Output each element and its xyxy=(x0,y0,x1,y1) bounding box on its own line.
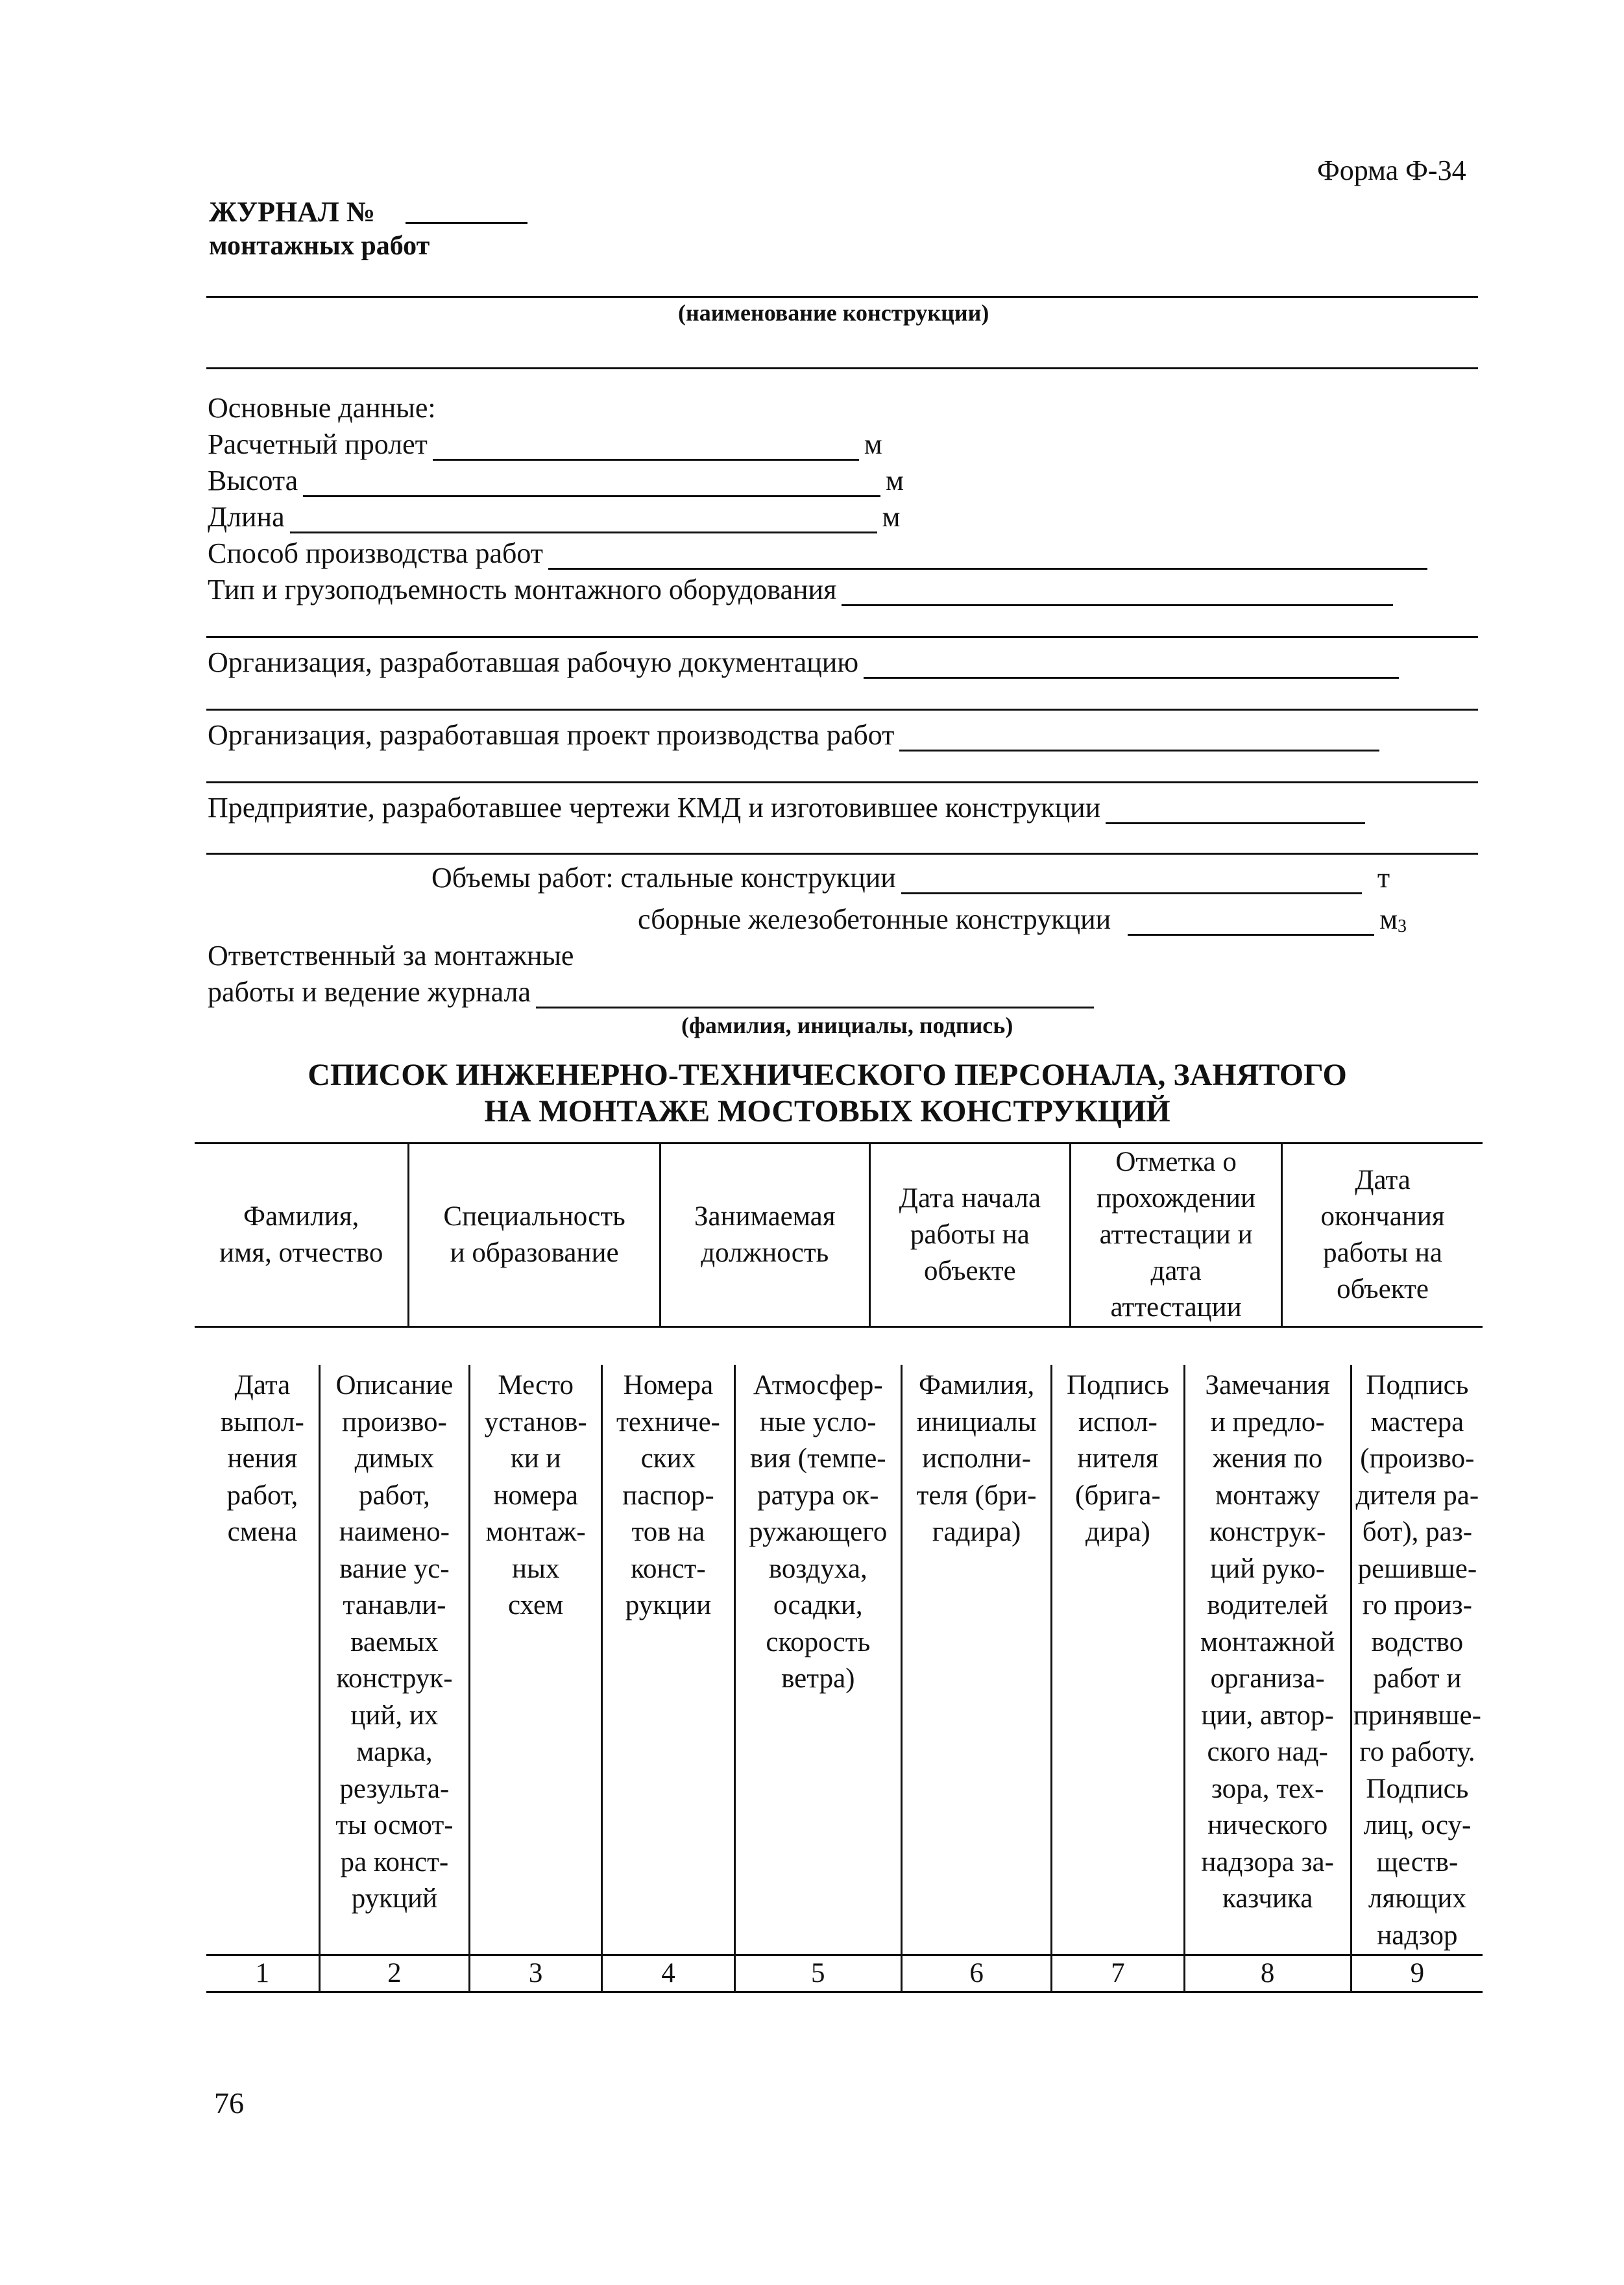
works-header-line: Подпись xyxy=(1366,1773,1469,1804)
works-header-line: ского над- xyxy=(1207,1737,1328,1767)
personnel-header-line: дата xyxy=(1150,1256,1202,1286)
section-title-line1: СПИСОК ИНЖЕНЕРНО-ТЕХНИЧЕСКОГО ПЕРСОНАЛА, ЗАНЯТОГО xyxy=(308,1058,1347,1092)
works-header-line: рукции xyxy=(625,1590,712,1620)
works-header-line: нителя xyxy=(1077,1443,1159,1474)
works-header-line: Дата xyxy=(234,1370,291,1400)
works-header-line: ских xyxy=(640,1443,696,1474)
works-header-line: монтаж- xyxy=(485,1517,586,1547)
height-field xyxy=(303,469,880,497)
works-header-line: ки и xyxy=(510,1443,561,1474)
span-field xyxy=(433,433,859,461)
method-field xyxy=(548,542,1427,570)
works-header-line: теля (бри- xyxy=(916,1480,1037,1511)
personnel-header-cell xyxy=(1282,1143,1483,1327)
personnel-header-line: имя, отчество xyxy=(219,1238,383,1268)
org-project-field xyxy=(899,724,1379,751)
works-header-line: марка, xyxy=(356,1737,433,1767)
works-header-line: принявше- xyxy=(1353,1700,1481,1731)
works-header-line: тов на xyxy=(631,1517,705,1547)
works-header-line: ции, автор- xyxy=(1201,1700,1334,1731)
works-header-line: результа- xyxy=(339,1773,450,1804)
works-column-number: 9 xyxy=(1351,1955,1483,1992)
works-column-number: 5 xyxy=(734,1955,901,1992)
works-header-line: ра конст- xyxy=(340,1846,449,1877)
works-header-line: надзора за- xyxy=(1201,1846,1334,1877)
works-header-line: ляющих xyxy=(1368,1883,1466,1914)
works-header-line: Атмосфер- xyxy=(753,1370,883,1400)
works-header-line: го произ- xyxy=(1362,1590,1472,1620)
length-row xyxy=(208,501,900,533)
journal-title: ЖУРНАЛ № xyxy=(209,196,376,228)
personnel-header-cell xyxy=(869,1143,1070,1327)
works-header-line: наимено- xyxy=(339,1517,450,1547)
works-header-line: ратура ок- xyxy=(757,1480,879,1511)
works-header-line: гадира) xyxy=(932,1517,1021,1547)
works-header-line: Подпись xyxy=(1066,1370,1169,1400)
works-header-line: го работу. xyxy=(1359,1737,1475,1767)
works-column-number: 8 xyxy=(1184,1955,1351,1992)
works-header-line: ветра) xyxy=(781,1663,855,1694)
section-title-line2: НА МОНТАЖЕ МОСТОВЫХ КОНСТРУКЦИЙ xyxy=(484,1094,1170,1129)
works-column-number: 3 xyxy=(470,1955,602,1992)
personnel-header-line: работы на xyxy=(1323,1238,1443,1268)
personnel-header-line: прохождении xyxy=(1097,1183,1256,1214)
personnel-header-line: Дата xyxy=(1355,1165,1411,1195)
responsible-line1: Ответственный за монтажные xyxy=(208,940,574,971)
responsible-caption: (фамилия, инициалы, подпись) xyxy=(681,1012,1013,1038)
works-header-cell xyxy=(1351,1365,1483,1955)
personnel-header-line: Занимаемая xyxy=(694,1201,836,1232)
form-label: Форма Ф-34 xyxy=(1317,154,1466,186)
works-header-line: паспор- xyxy=(622,1480,714,1511)
works-header-line: конструк- xyxy=(1209,1517,1326,1547)
works-header-line: и предло- xyxy=(1210,1406,1325,1437)
org-docs-field xyxy=(864,651,1399,679)
works-column-number: 2 xyxy=(319,1955,469,1992)
works-header-line: Описание xyxy=(335,1370,454,1400)
works-header-line: организа- xyxy=(1210,1663,1325,1694)
works-header-line: номера xyxy=(493,1480,578,1511)
works-header-line: ваемых xyxy=(350,1626,439,1657)
concrete-unit: м xyxy=(1379,903,1398,935)
works-header-line: дира) xyxy=(1085,1517,1150,1547)
responsible-row xyxy=(208,976,1099,1008)
enterprise-row xyxy=(208,792,1370,824)
method-label: Способ производства работ xyxy=(208,537,544,569)
equipment-line-2 xyxy=(206,636,1478,638)
span-label: Расчетный пролет xyxy=(208,428,428,460)
works-header-line: (брига- xyxy=(1075,1480,1161,1511)
journal-number-line xyxy=(406,222,527,224)
works-header-line: решивше- xyxy=(1357,1553,1477,1584)
works-header-line: танавли- xyxy=(343,1590,446,1620)
personnel-header-cell xyxy=(1071,1143,1282,1327)
main-data-heading: Основные данные: xyxy=(208,392,436,424)
construction-name-line xyxy=(206,296,1478,298)
height-unit: м xyxy=(886,465,904,496)
org-docs-row xyxy=(208,646,1404,679)
works-header-line: конст- xyxy=(631,1553,706,1584)
works-header-line: Замечания xyxy=(1205,1370,1330,1400)
personnel-header-line: и образование xyxy=(450,1238,619,1268)
works-header-line: димых xyxy=(354,1443,435,1474)
works-header-cell xyxy=(206,1365,319,1955)
method-row xyxy=(208,537,1433,570)
works-header-line: ществ- xyxy=(1376,1846,1459,1877)
length-label: Длина xyxy=(208,501,285,533)
works-header-line: Фамилия, xyxy=(918,1370,1035,1400)
org-project-row xyxy=(208,719,1385,751)
works-header-line: рукций xyxy=(351,1883,438,1914)
works-header-line: (произво- xyxy=(1360,1443,1475,1474)
steel-unit: т xyxy=(1377,862,1390,894)
personnel-header-line: Отметка о xyxy=(1115,1147,1237,1177)
works-header-line: вия (темпе- xyxy=(749,1443,886,1474)
works-header-line: ты осмот- xyxy=(335,1810,454,1840)
works-header-line: испол- xyxy=(1078,1406,1157,1437)
works-table xyxy=(206,1365,1483,1993)
span-unit: м xyxy=(864,428,882,460)
height-label: Высота xyxy=(208,465,298,496)
works-header-line: ций руко- xyxy=(1210,1553,1326,1584)
works-header-line: мастера xyxy=(1370,1406,1464,1437)
enterprise-field xyxy=(1106,796,1365,824)
personnel-header-line: Дата начала xyxy=(899,1183,1041,1214)
concrete-field xyxy=(1128,908,1374,936)
org-project-label: Организация, разработавшая проект производства работ xyxy=(208,719,895,751)
works-header-line: надзор xyxy=(1377,1920,1458,1951)
org-project-line-2 xyxy=(206,781,1478,783)
works-header-line: инициалы xyxy=(916,1406,1037,1437)
construction-name-line-2 xyxy=(206,367,1478,369)
works-header-line: лиц, осу- xyxy=(1363,1810,1472,1840)
works-header-line: жения по xyxy=(1213,1443,1323,1474)
works-number-row xyxy=(206,1955,1483,1992)
works-header-line: зора, тех- xyxy=(1211,1773,1324,1804)
works-header-line: монтажной xyxy=(1200,1626,1335,1657)
works-header-line: Номера xyxy=(623,1370,714,1400)
personnel-header-cell xyxy=(660,1143,869,1327)
works-header-line: бот), раз- xyxy=(1362,1517,1473,1547)
works-header-cell xyxy=(602,1365,734,1955)
works-column-number: 4 xyxy=(602,1955,734,1992)
equipment-field xyxy=(842,578,1393,606)
equipment-row xyxy=(208,574,1398,606)
volumes-steel-row xyxy=(431,862,1390,894)
volumes-label: Объемы работ: стальные конструкции xyxy=(431,862,896,894)
works-header-line: осадки, xyxy=(773,1590,863,1620)
works-header-line: Подпись xyxy=(1366,1370,1469,1400)
works-header-cell xyxy=(319,1365,469,1955)
works-header-line: вание ус- xyxy=(339,1553,450,1584)
length-unit: м xyxy=(882,501,901,533)
works-header-line: схем xyxy=(508,1590,564,1620)
height-row xyxy=(208,465,904,497)
works-header-line: исполни- xyxy=(922,1443,1032,1474)
personnel-header-line: аттестации и xyxy=(1099,1219,1253,1250)
personnel-header-line: Специальность xyxy=(443,1201,625,1232)
span-row xyxy=(208,428,882,461)
works-header-cell xyxy=(1184,1365,1351,1955)
works-column-number: 1 xyxy=(206,1955,319,1992)
personnel-header-row xyxy=(195,1143,1483,1327)
works-header-line: воздуха, xyxy=(768,1553,867,1584)
enterprise-label: Предприятие, разработавшее чертежи КМД и изготовившее конструкции xyxy=(208,792,1101,824)
works-header-row xyxy=(206,1365,1483,1955)
personnel-header-line: объекте xyxy=(923,1256,1016,1286)
works-column-number: 6 xyxy=(901,1955,1051,1992)
equipment-label: Тип и грузоподъемность монтажного оборудования xyxy=(208,574,837,605)
works-header-line: казчика xyxy=(1222,1883,1313,1914)
works-header-cell xyxy=(734,1365,901,1955)
works-header-line: ций, их xyxy=(350,1700,439,1731)
journal-subtitle: монтажных работ xyxy=(209,231,430,261)
personnel-header-line: должность xyxy=(701,1238,829,1268)
personnel-header-line: объекте xyxy=(1337,1274,1429,1304)
org-docs-line-2 xyxy=(206,709,1478,711)
personnel-table xyxy=(195,1142,1483,1328)
steel-field xyxy=(901,866,1362,894)
works-header-line: ружающего xyxy=(749,1517,888,1547)
works-header-line: произво- xyxy=(341,1406,447,1437)
works-header-line: выпол- xyxy=(220,1406,304,1437)
responsible-line2: работы и ведение журнала xyxy=(208,976,531,1008)
works-header-line: дителя ра- xyxy=(1355,1480,1479,1511)
works-header-line: скорость xyxy=(766,1626,871,1657)
works-header-line: конструк- xyxy=(336,1663,453,1694)
personnel-header-cell xyxy=(195,1143,409,1327)
works-header-line: нического xyxy=(1207,1810,1328,1840)
enterprise-line-2 xyxy=(206,853,1478,855)
works-header-line: водителей xyxy=(1207,1590,1328,1620)
works-header-line: работ и xyxy=(1373,1663,1462,1694)
page-number: 76 xyxy=(214,2086,244,2120)
org-docs-label: Организация, разработавшая рабочую документацию xyxy=(208,646,859,678)
works-header-line: ных xyxy=(511,1553,560,1584)
personnel-header-line: Фамилия, xyxy=(243,1201,359,1232)
works-header-line: монтажу xyxy=(1215,1480,1320,1511)
works-header-line: смена xyxy=(227,1517,298,1547)
concrete-label: сборные железобетонные конструкции xyxy=(638,903,1111,935)
works-header-cell xyxy=(470,1365,602,1955)
volumes-concrete-row: сборные железобетонные конструкции м $^3$ xyxy=(638,903,1407,936)
works-column-number: 7 xyxy=(1052,1955,1184,1992)
works-header-line: водство xyxy=(1371,1626,1464,1657)
works-header-line: установ- xyxy=(484,1406,587,1437)
personnel-header-line: аттестации xyxy=(1110,1292,1242,1323)
responsible-field xyxy=(536,981,1094,1008)
personnel-header-line: окончания xyxy=(1320,1201,1445,1232)
works-header-line: ные усло- xyxy=(759,1406,877,1437)
construction-caption: (наименование конструкции) xyxy=(678,300,989,326)
works-header-line: Место xyxy=(498,1370,574,1400)
personnel-header-line: работы на xyxy=(910,1219,1030,1250)
works-header-cell xyxy=(1052,1365,1184,1955)
works-header-line: техниче- xyxy=(616,1406,720,1437)
length-field xyxy=(290,506,877,533)
works-header-line: работ, xyxy=(226,1480,298,1511)
personnel-header-cell xyxy=(409,1143,661,1327)
works-header-line: работ, xyxy=(359,1480,430,1511)
works-header-cell xyxy=(901,1365,1051,1955)
works-header-line: нения xyxy=(227,1443,298,1474)
